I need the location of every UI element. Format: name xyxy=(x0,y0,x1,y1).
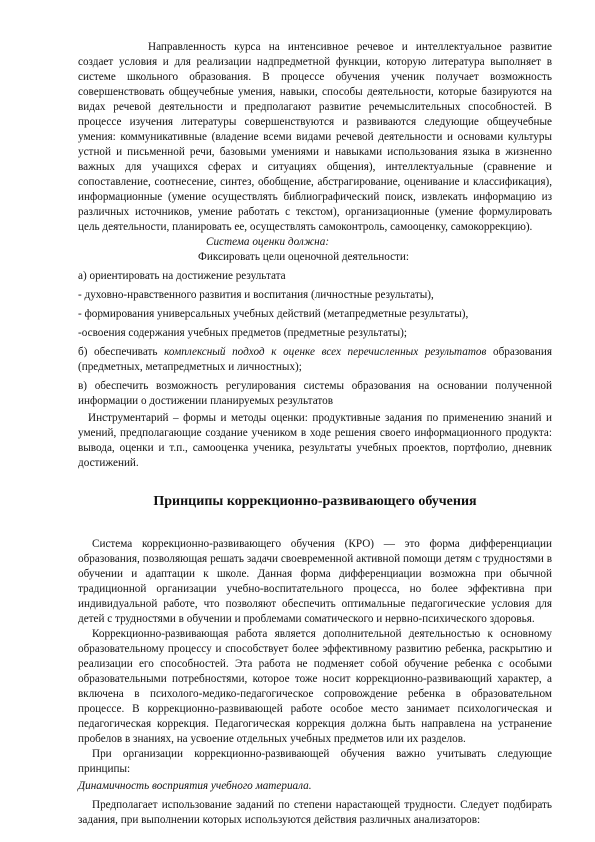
item-b-prefix: б) обеспечивать xyxy=(78,346,165,358)
assessment-title: Система оценки должна: xyxy=(206,236,330,248)
kro-paragraph-1: Система коррекционно-развивающего обучения (КРО) — это форма дифференциации образования, позволяющая решать задачи своевременной активной помощи детям с трудностями в обучении и адаптации к школе. Данная форма дифференциации возможна при обычной традиционной организации учебно-воспитательного процесса, но более эффективна при индивидуальной работе, что позволяют обеспечить оптимальные педагогические условия для детей с трудностями в обучении и проблемами соматического и нервно-психического здоровья. xyxy=(78,538,552,625)
principle-title: Динамичность восприятия учебного материала. xyxy=(78,780,312,792)
kro-paragraph-3: При организации коррекционно-развивающей обучения важно учитывать следующие принципы: xyxy=(78,748,552,775)
kro-paragraph-4: Предполагает использование заданий по степени нарастающей трудности. Следует подбирать задания, при выполнении которых используются действия различных анализаторов: xyxy=(78,799,552,826)
section-heading: Принципы коррекционно-развивающего обучения xyxy=(153,494,477,509)
list-item: - духовно-нравственного развития и воспитания (личностные результаты), xyxy=(78,289,434,301)
list-item: - формирования универсальных учебных действий (метапредметные результаты), xyxy=(78,308,469,320)
fix-goals-line: Фиксировать цели оценочной деятельности: xyxy=(198,251,410,263)
kro-paragraph-2: Коррекционно-развивающая работа является дополнительной деятельностью к основному образовательному процессу и способствует более эффективному развитию ребенка, раскрытию и реализации его способностей. Эта работа не подменяет собой обучение ребенка с особыми образовательными потребностями, которое тоже носит коррекционно-развивающий характер, а включена в психолого-медико-педагогическое сопровождение ребенка в образовательном процессе. В коррекционно-развивающей работе особое место занимает психологическая и педагогическая коррекция. Педагогическая коррекция должна быть направлена на устранение пробелов в знаниях, на усвоение отдельных учебных предметов или их разделов. xyxy=(78,628,552,745)
list-item-c: в) обеспечить возможность регулирования системы образования на основании полученной информации о достижении планируемых результатов xyxy=(78,380,552,407)
item-b-italic: комплексный подход к оценке всех перечисленных результатов xyxy=(164,346,487,358)
tools-paragraph: Инструментарий – формы и методы оценки: продуктивные задания по применению знаний и умений, предполагающие создание учеником в ходе решения своего информационного продукта: вывода, оценки и т.п., самооценка ученика, результаты учебных проектов, портфолио, дневник достижений. xyxy=(78,412,552,469)
document-page xyxy=(78,40,552,828)
item-b-suffix: образования (предметных, метапредметных и личностных); xyxy=(78,346,552,373)
list-item: а) ориентировать на достижение результата xyxy=(78,270,286,282)
list-item: -освоения содержания учебных предметов (предметные результаты); xyxy=(78,327,408,339)
list-item-b xyxy=(78,345,552,375)
intro-paragraph: Направленность курса на интенсивное речевое и интеллектуальное развитие создает условия и для реализации надпредметной функции, которую литература выполняет в системе школьного образования. В процессе обучения ученик получает возможность совершенствовать общеучебные умения, навыки, способы деятельности, которые базируются на видах речевой деятельности и предполагают развитие речемыслительных способностей. В процессе изучения литературы совершенствуются и развиваются следующие общеучебные умения: коммуникативные (владение всеми видами речевой деятельности и основами культуры устной и письменной речи, базовыми умениями и навыками использования языка в жизненно важных для учащихся сферах и ситуациях общения), интеллектуальные (сравнение и сопоставление, соотнесение, синтез, обобщение, абстрагирование, оценивание и классификация), информационные (умение осуществлять библиографический поиск, извлекать информацию из различных источников, умение работать с текстом), организационные (умение формулировать цель деятельности, планировать ее, осуществлять самоконтроль, самооценку, самокоррекцию). xyxy=(78,41,552,233)
